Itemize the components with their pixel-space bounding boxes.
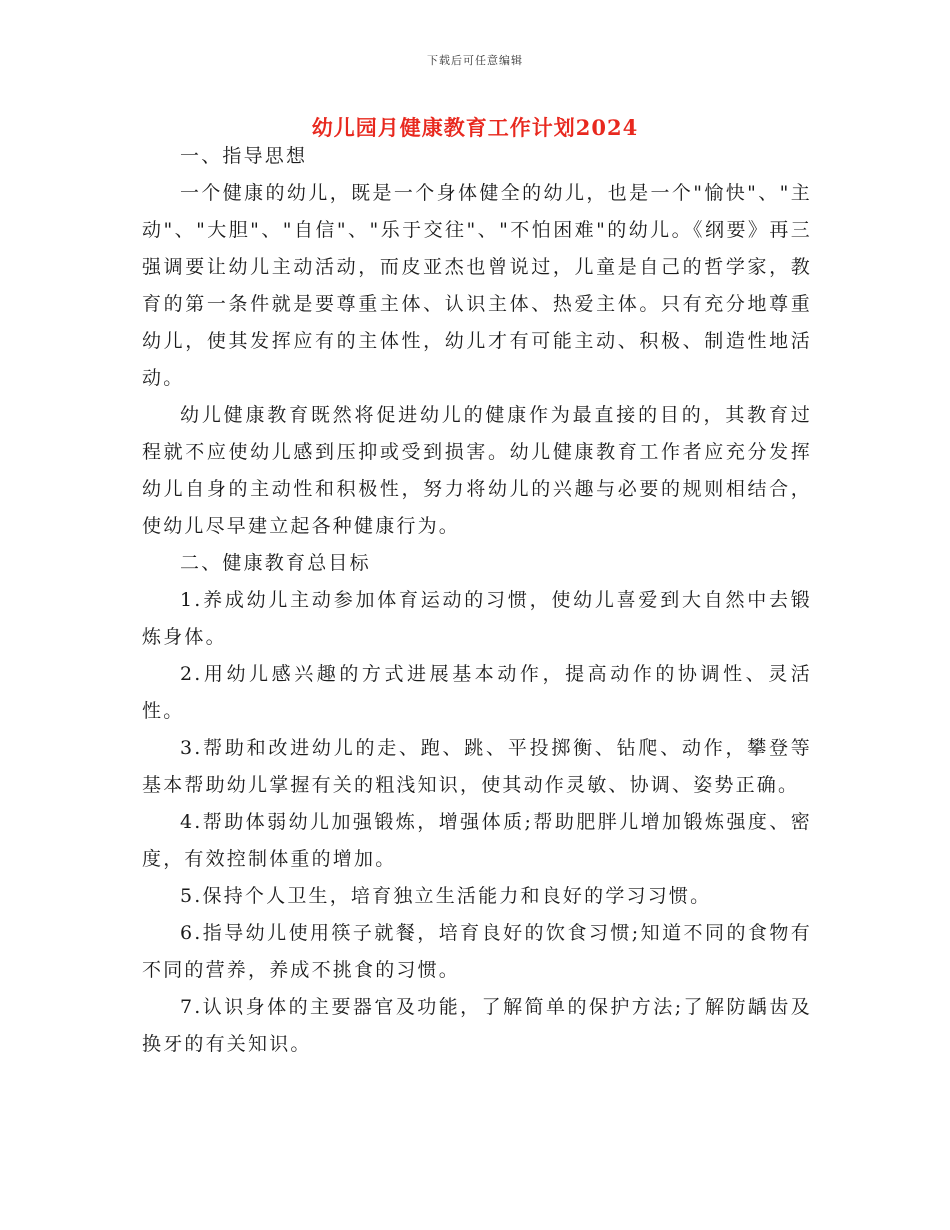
goal-item-5: 5.保持个人卫生，培育独立生活能力和良好的学习习惯。: [180, 885, 712, 907]
goal-item-4: 4.帮助体弱幼儿加强锻炼，增强体质;帮助肥胖儿增加锻炼强度、密度，有效控制体重的增加。: [142, 811, 812, 870]
document-body: [142, 138, 812, 1063]
goal-item-3: 3.帮助和改进幼儿的走、跑、跳、平投掷衡、钻爬、动作，攀登等基本帮助幼儿掌握有关的粗浅知识，使其动作灵敏、协调、姿势正确。: [142, 737, 812, 796]
section-heading-overall-goals: 二、健康教育总目标: [180, 552, 371, 574]
section-heading-guiding-thought: 一、指导思想: [180, 145, 308, 167]
goal-item-1: 1.养成幼儿主动参加体育运动的习惯，使幼儿喜爱到大自然中去锻炼身体。: [142, 589, 812, 648]
goal-item-2: 2.用幼儿感兴趣的方式进展基本动作，提高动作的协调性、灵活性。: [142, 663, 812, 722]
goal-item-6: 6.指导幼儿使用筷子就餐，培育良好的饮食习惯;知道不同的食物有不同的营养，养成不挑食的习惯。: [142, 922, 812, 981]
goal-item-7: 7.认识身体的主要器官及功能，了解简单的保护方法;了解防龋齿及换牙的有关知识。: [142, 996, 812, 1055]
paragraph: 一个健康的幼儿，既是一个身体健全的幼儿，也是一个"愉快"、"主动"、"大胆"、"自信"、"乐于交往"、"不怕困难"的幼儿。《纲要》再三强调要让幼儿主动活动，而皮亚杰也曾说过，儿童是自己的哲学家，教育的第一条件就是要尊重主体、认识主体、热爱主体。只有充分地尊重幼儿，使其发挥应有的主体性，幼儿才有可能主动、积极、制造性地活动。: [142, 182, 812, 389]
document-title: 幼儿园月健康教育工作计划2024: [311, 115, 639, 140]
page-header-note: 下载后可任意编辑: [427, 54, 523, 67]
paragraph: 幼儿健康教育既然将促进幼儿的健康作为最直接的目的，其教育过程就不应使幼儿感到压抑或受到损害。幼儿健康教育工作者应充分发挥幼儿自身的主动性和积极性，努力将幼儿的兴趣与必要的规则相结合，使幼儿尽早建立起各种健康行为。: [142, 404, 812, 537]
